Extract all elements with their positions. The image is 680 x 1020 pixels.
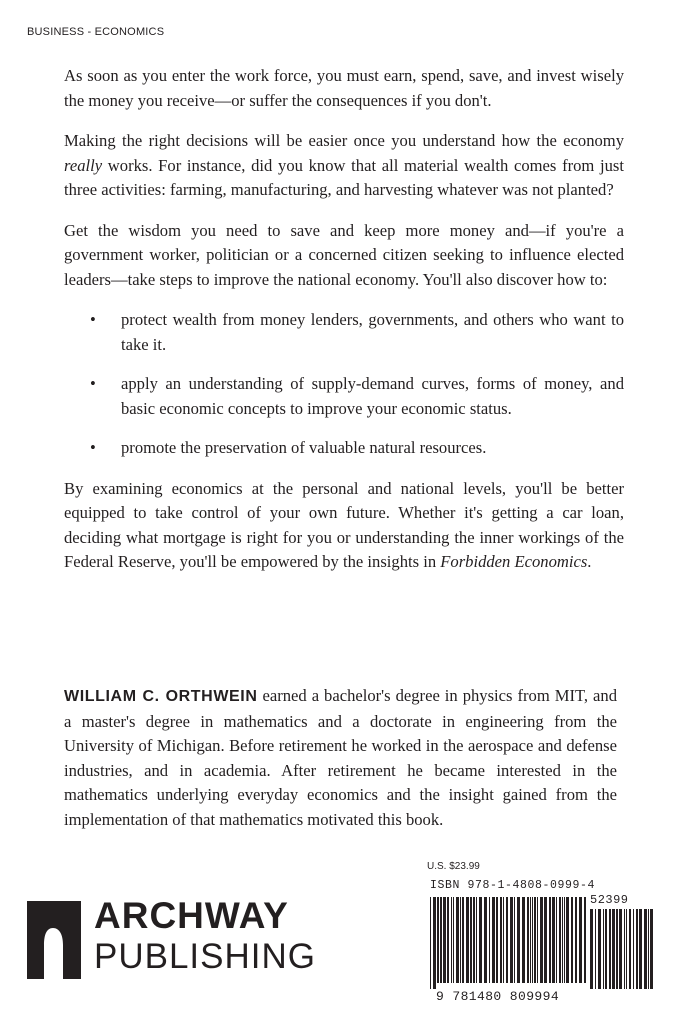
list-item-text: promote the preservation of valuable natural resources. <box>121 438 487 457</box>
barcode-bar <box>571 897 573 983</box>
barcode-bar <box>579 897 582 983</box>
barcode-bar <box>636 909 638 989</box>
barcode-bar <box>500 897 502 983</box>
price-label: U.S. $23.99 <box>427 861 480 872</box>
isbn-text: ISBN 978-1-4808-0999-4 <box>430 879 596 892</box>
barcode-bar <box>510 897 513 983</box>
barcode-bar <box>595 909 596 989</box>
barcode-bar <box>456 897 459 983</box>
barcode-bar <box>527 897 529 983</box>
barcode-bar <box>584 897 586 983</box>
barcode-bar <box>476 897 477 983</box>
bullet-icon: • <box>90 438 96 457</box>
barcode-bar <box>484 897 487 983</box>
publisher-name-line-2: PUBLISHING <box>94 937 316 976</box>
barcode-bar <box>639 909 642 989</box>
list-item-text: apply an understanding of supply-demand curves, forms of money, and basic economic concepts to improve your economic status. <box>121 374 624 418</box>
barcode-bar <box>650 909 653 989</box>
blurb-paragraph-4 <box>64 477 624 575</box>
barcode-bar <box>549 897 551 983</box>
barcode-bar <box>470 897 472 983</box>
blurb-paragraph-4-start: By examining economics at the personal and national levels, you'll be better equipped to take control of your own future. Whether it's getting a car loan, deciding what mortgage is right for you or understanding the inner workings of the Federal Reserve, you'll be empowered by the insights in <box>64 478 624 571</box>
ean-number: 9 781480 809994 <box>436 989 560 1004</box>
barcode-bar <box>534 897 536 983</box>
barcode-bar <box>453 897 454 983</box>
barcode-bar <box>564 897 565 983</box>
bullet-icon: • <box>90 374 96 393</box>
list-item-text: protect wealth from money lenders, governments, and others who want to take it. <box>121 310 624 354</box>
barcode-bar <box>619 909 622 989</box>
barcode-bar <box>590 909 593 989</box>
barcode-bar <box>443 897 446 983</box>
ean-barcode-bars <box>430 897 586 989</box>
author-bio <box>64 684 617 832</box>
addon-barcode-bars <box>590 909 654 995</box>
publisher-name-line-1: ARCHWAY <box>94 895 289 936</box>
barcode-bar <box>552 897 555 983</box>
barcode-bar <box>433 897 436 989</box>
barcode-bar <box>537 897 538 983</box>
barcode-bar <box>466 897 469 983</box>
barcode-bar <box>522 897 525 983</box>
barcode-bar <box>556 897 557 983</box>
barcode-bar <box>462 897 464 983</box>
blurb-paragraph-4-end: . <box>587 552 592 571</box>
blurb-paragraph-1: As soon as you enter the work force, you must earn, spend, save, and invest wisely the money you receive—or suffer the consequences if you don't. <box>64 66 624 110</box>
barcode-bar <box>559 897 561 983</box>
barcode-bar <box>629 909 631 989</box>
blurb-paragraph-2 <box>64 129 624 203</box>
barcode-bar <box>633 909 634 989</box>
barcode-bar <box>612 909 615 989</box>
barcode-bar <box>598 909 601 989</box>
barcode-bar <box>430 897 431 989</box>
back-cover-blurb <box>64 64 624 591</box>
blurb-paragraph-3: Get the wisdom you need to save and keep more money and—if you're a government worker, politician or a concerned citizen seeking to influence elected leaders—take steps to improve the national economy. You'll also discover how to: <box>64 220 624 289</box>
barcode-bar <box>506 897 508 983</box>
bullet-icon: • <box>90 310 96 329</box>
barcode-bar <box>460 897 461 983</box>
barcode-bar <box>605 909 607 989</box>
blurb-paragraph-2-start: Making the right decisions will be easier once you understand how the economy <box>64 131 624 150</box>
barcode-bar <box>624 909 625 989</box>
barcode-bar <box>626 909 627 989</box>
barcode-bar <box>437 897 439 983</box>
author-name: WILLIAM C. ORTHWEIN <box>64 688 258 705</box>
barcode-bar <box>562 897 563 983</box>
barcode-bar <box>514 897 515 983</box>
archway-arch-icon <box>27 901 81 979</box>
barcode-bar <box>451 897 452 983</box>
barcode-bar <box>566 897 569 983</box>
barcode-bar <box>517 897 520 983</box>
barcode-bar <box>648 909 649 989</box>
bullet-list <box>64 308 624 461</box>
barcode-bar <box>489 897 490 983</box>
barcode-bar <box>532 897 533 983</box>
barcode-bar <box>616 909 618 989</box>
barcode-bar <box>447 897 449 983</box>
barcode-bar <box>544 897 547 983</box>
barcode-bar <box>503 897 504 983</box>
addon-number: 52399 <box>590 893 629 907</box>
barcode-bar <box>479 897 482 983</box>
barcode-bar <box>603 909 604 989</box>
list-item <box>64 308 624 357</box>
category-label: BUSINESS - ECONOMICS <box>27 26 165 38</box>
book-title: Forbidden Economics <box>440 552 588 571</box>
emphasis-really: really <box>64 155 103 175</box>
list-item <box>64 372 624 421</box>
barcode-bar <box>540 897 543 983</box>
barcode-bar <box>530 897 531 983</box>
barcode-bar <box>609 909 611 989</box>
publisher-logo <box>27 895 327 981</box>
list-item <box>64 436 624 461</box>
barcode-bar <box>440 897 442 983</box>
barcode-bar <box>644 909 647 989</box>
barcode-bar <box>492 897 495 983</box>
author-bio-text: earned a bachelor's degree in physics from MIT, and a master's degree in mathematics and a doctorate in engineering from the University of Michigan. Before retirement he worked in the aerospace and defense industries, and in academia. After retirement he became interested in the mathematics underlying everyday economics and the insight gained from the implementation of that mathematics motivated this book. <box>64 686 617 829</box>
blurb-paragraph-2-end: works. For instance, did you know that all material wealth comes from just three activities: farming, manufacturing, and harvesting whatever was not planted? <box>64 155 624 199</box>
isbn-barcode <box>426 875 658 1013</box>
barcode-bar <box>473 897 475 983</box>
barcode-bar <box>575 897 577 983</box>
barcode-bar <box>496 897 498 983</box>
